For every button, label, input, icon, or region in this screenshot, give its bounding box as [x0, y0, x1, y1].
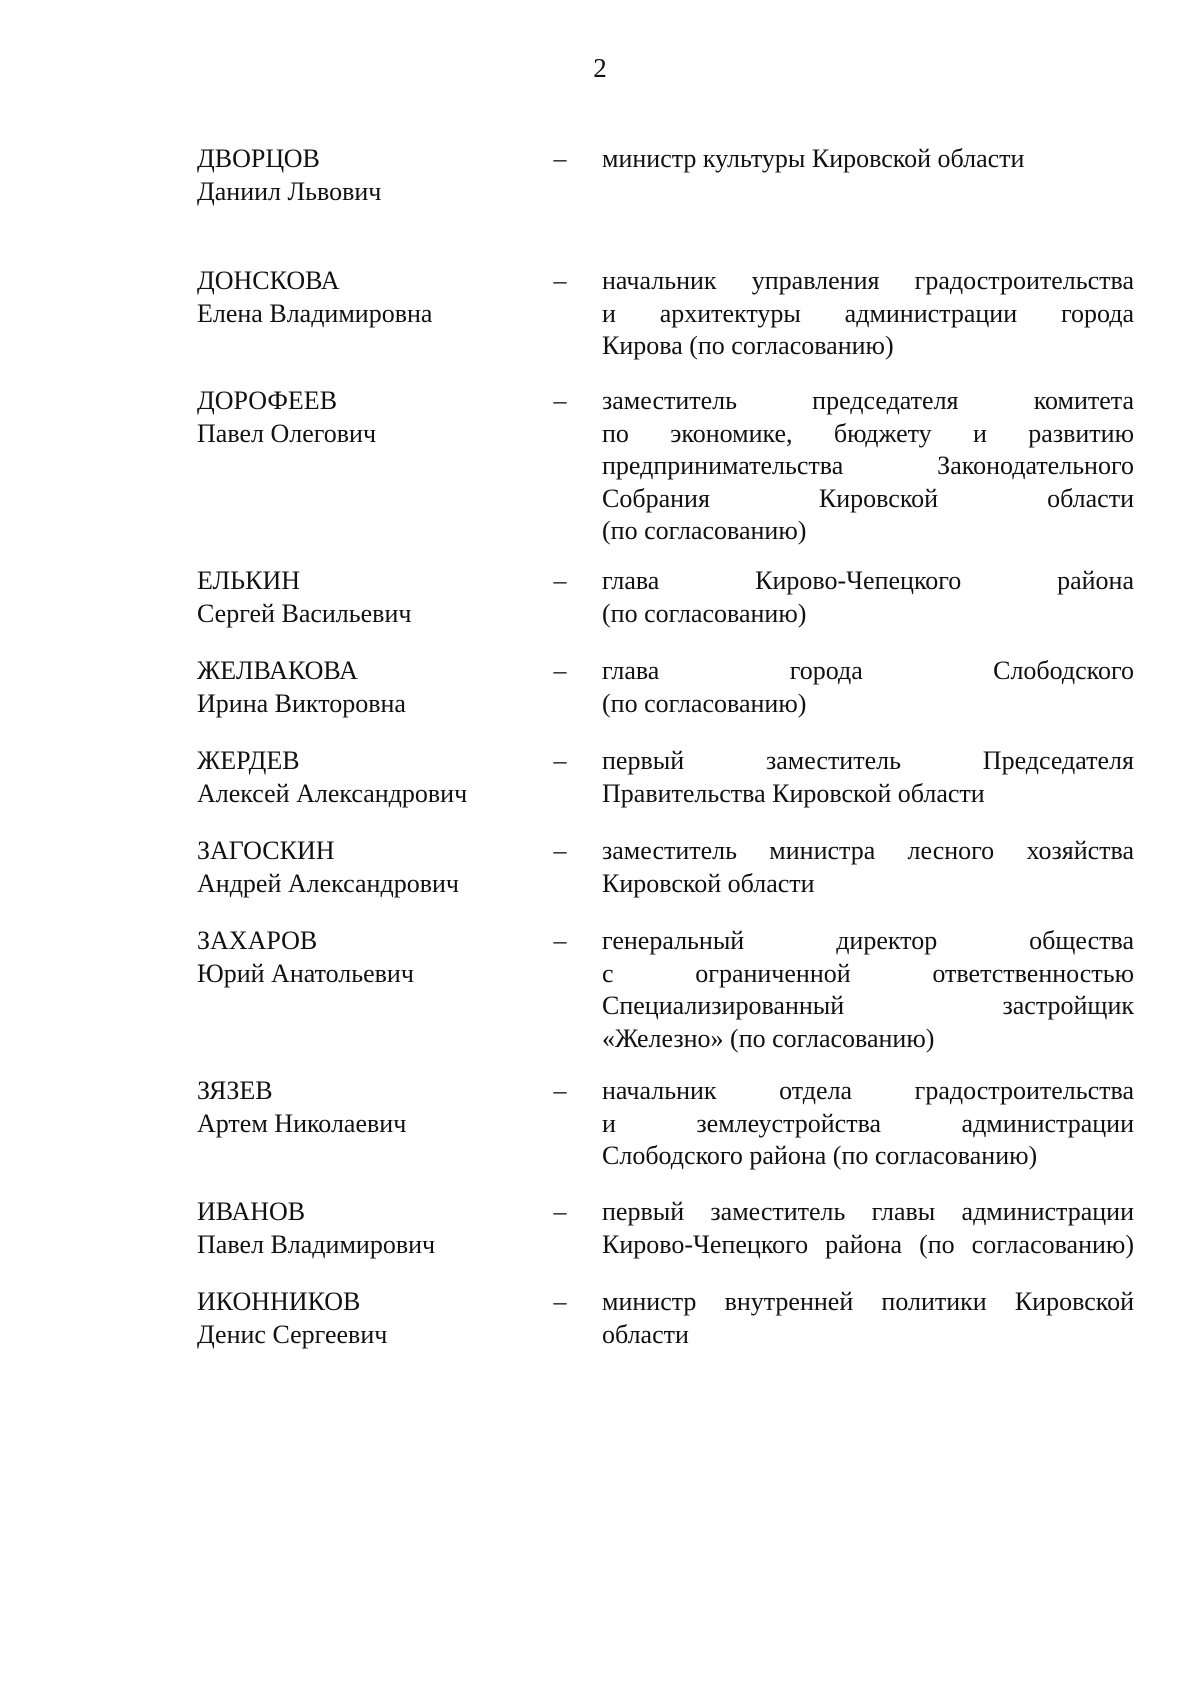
- position-line: (по согласованию): [602, 598, 807, 628]
- member-name: [197, 1286, 527, 1351]
- member-name: [197, 565, 527, 630]
- position-line: «Железно» (по согласованию): [602, 1023, 935, 1053]
- member-name: [197, 745, 527, 810]
- member-name: [197, 265, 527, 330]
- member-name: [197, 1196, 527, 1261]
- position-line: по экономике, бюджету и развитию: [602, 418, 1134, 448]
- member-name: [197, 655, 527, 720]
- member-surname: ИВАНОВ: [197, 1197, 306, 1226]
- member-position: [602, 385, 1134, 548]
- dash-separator: –: [553, 1076, 567, 1105]
- member-surname: ЕЛЬКИН: [197, 566, 300, 595]
- member-position: [602, 1075, 1134, 1173]
- member-name: [197, 385, 527, 450]
- member-surname: ДОНСКОВА: [197, 266, 340, 295]
- position-line: заместитель министра лесного хозяйства: [602, 836, 1134, 865]
- member-surname: ЖЕРДЕВ: [197, 746, 300, 775]
- dash-separator: –: [553, 836, 567, 865]
- position-line: (по согласованию): [602, 688, 807, 718]
- position-line: Кировской области: [602, 868, 815, 898]
- member-given-names: Алексей Александрович: [197, 778, 468, 808]
- dash-separator: –: [553, 1197, 567, 1226]
- position-line: начальник управления градостроительства: [602, 266, 1134, 295]
- member-surname: ДВОРЦОВ: [197, 144, 320, 173]
- member-position: [602, 745, 1134, 810]
- position-line: Слободского района (по согласованию): [602, 1141, 1038, 1170]
- member-given-names: Сергей Васильевич: [197, 598, 412, 628]
- page-number: 2: [593, 53, 607, 83]
- position-line: первый заместитель Председателя: [602, 746, 1134, 775]
- position-line: с ограниченной ответственностью: [602, 958, 1134, 988]
- member-given-names: Елена Владимировна: [197, 298, 433, 328]
- member-surname: ЖЕЛВАКОВА: [197, 656, 358, 685]
- member-position: [602, 565, 1134, 630]
- dash-separator: –: [553, 746, 567, 775]
- dash-separator: –: [553, 386, 567, 415]
- position-line: генеральный директор общества: [602, 926, 1134, 955]
- dash-separator: –: [553, 566, 567, 595]
- position-line: заместитель председателя комитета: [602, 386, 1134, 415]
- member-position: [602, 265, 1134, 363]
- member-surname: ЗАГОСКИН: [197, 836, 335, 865]
- member-position: [602, 1196, 1134, 1261]
- position-line: Собрания Кировской области: [602, 483, 1134, 513]
- position-line: и землеустройства администрации: [602, 1108, 1134, 1138]
- member-surname: ЗАХАРОВ: [197, 926, 318, 955]
- dash-separator: –: [553, 144, 567, 173]
- member-position: [602, 655, 1134, 720]
- position-line: министр внутренней политики Кировской: [602, 1287, 1134, 1316]
- position-line: Кирова (по согласованию): [602, 331, 894, 360]
- member-given-names: Денис Сергеевич: [197, 1319, 388, 1349]
- member-position: [602, 1286, 1134, 1351]
- dash-separator: –: [553, 656, 567, 685]
- member-surname: ИКОННИКОВ: [197, 1287, 361, 1316]
- member-position: [602, 143, 1134, 176]
- member-given-names: Павел Олегович: [197, 418, 377, 448]
- position-line: министр культуры Кировской области: [602, 144, 1025, 173]
- member-name: [197, 925, 527, 990]
- member-given-names: Артем Николаевич: [197, 1108, 407, 1138]
- member-surname: ЗЯЗЕВ: [197, 1076, 273, 1105]
- member-given-names: Андрей Александрович: [197, 868, 459, 898]
- dash-separator: –: [553, 266, 567, 295]
- member-given-names: Ирина Викторовна: [197, 688, 406, 718]
- position-line: начальник отдела градостроительства: [602, 1076, 1134, 1105]
- dash-separator: –: [553, 926, 567, 955]
- member-given-names: Даниил Львович: [197, 176, 382, 206]
- position-line: Кирово-Чепецкого района (по согласованию): [602, 1229, 1134, 1259]
- position-line: предпринимательства Законодательного: [602, 451, 1134, 480]
- member-position: [602, 925, 1134, 1055]
- position-line: глава города Слободского: [602, 656, 1134, 685]
- member-given-names: Юрий Анатольевич: [197, 958, 414, 988]
- position-line: (по согласованию): [602, 516, 807, 545]
- position-line: и архитектуры администрации города: [602, 298, 1134, 328]
- position-line: области: [602, 1319, 689, 1349]
- member-name: [197, 835, 527, 900]
- member-name: [197, 1075, 527, 1140]
- position-line: глава Кирово-Чепецкого района: [602, 566, 1134, 595]
- member-given-names: Павел Владимирович: [197, 1229, 436, 1259]
- dash-separator: –: [553, 1287, 567, 1316]
- position-line: Правительства Кировской области: [602, 778, 985, 808]
- member-position: [602, 835, 1134, 900]
- position-line: Специализированный застройщик: [602, 991, 1134, 1020]
- position-line: первый заместитель главы администрации: [602, 1197, 1134, 1226]
- member-name: [197, 143, 527, 208]
- member-surname: ДОРОФЕЕВ: [197, 386, 338, 415]
